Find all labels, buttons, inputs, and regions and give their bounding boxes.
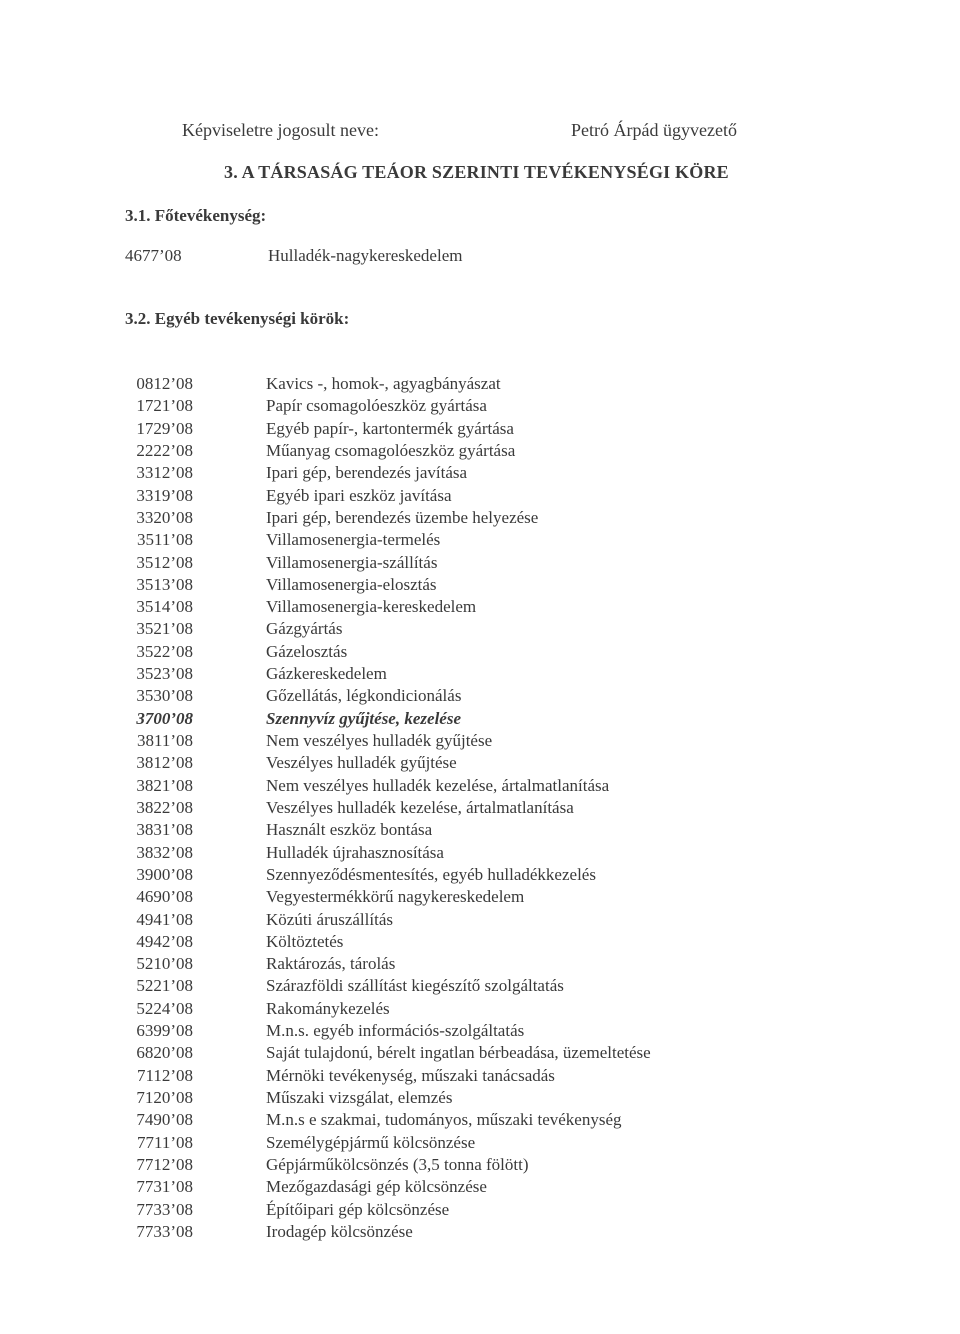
activity-code: 3523’08 bbox=[136, 664, 193, 684]
activity-row bbox=[0, 708, 960, 730]
activity-row bbox=[0, 775, 960, 797]
activity-code: 6820’08 bbox=[136, 1043, 193, 1063]
activity-row bbox=[0, 998, 960, 1020]
activity-description: Nem veszélyes hulladék gyűjtése bbox=[266, 731, 493, 750]
activity-description: Rakománykezelés bbox=[266, 998, 390, 1018]
activity-code: 2222’08 bbox=[136, 440, 193, 460]
activity-code: 3811’08 bbox=[136, 731, 193, 750]
activity-description: Papír csomagolóeszköz gyártása bbox=[266, 396, 487, 416]
activity-description: Villamosenergia-termelés bbox=[266, 530, 441, 550]
activity-row bbox=[0, 975, 960, 997]
activity-code: 1729’08 bbox=[136, 418, 193, 438]
representative-name: Petró Árpád ügyvezető bbox=[571, 120, 737, 140]
activity-code: 5210’08 bbox=[136, 954, 193, 974]
activity-code: 7712’08 bbox=[136, 1154, 193, 1174]
activity-description: Közúti áruszállítás bbox=[266, 909, 393, 929]
activity-code: 3513’08 bbox=[136, 574, 193, 594]
activity-code: 3511’08 bbox=[136, 530, 193, 550]
activity-description: Vegyestermékkörű nagykereskedelem bbox=[266, 887, 525, 907]
activity-code: 3312’08 bbox=[136, 463, 193, 483]
activity-code: 3832’08 bbox=[136, 842, 193, 862]
activity-row bbox=[0, 641, 960, 663]
activity-row bbox=[0, 1221, 960, 1243]
activity-code: 3831’08 bbox=[136, 820, 193, 840]
activity-row bbox=[0, 819, 960, 841]
activity-row bbox=[0, 842, 960, 864]
activity-code: 3700’08 bbox=[136, 708, 193, 728]
activity-description: Gázgyártás bbox=[266, 619, 343, 639]
activity-row bbox=[0, 552, 960, 574]
activity-description: Egyéb papír-, kartontermék gyártása bbox=[266, 418, 514, 438]
activity-row bbox=[0, 1042, 960, 1064]
activity-row bbox=[0, 1109, 960, 1131]
activity-row bbox=[0, 953, 960, 975]
activity-code: 4942’08 bbox=[136, 931, 193, 951]
activity-row bbox=[0, 1065, 960, 1087]
activity-code: 3822’08 bbox=[136, 797, 193, 817]
activity-code: 3900’08 bbox=[136, 864, 193, 884]
other-activities-heading: 3.2. Egyéb tevékenységi körök: bbox=[125, 309, 350, 328]
activity-row bbox=[0, 373, 960, 395]
activity-description: Műanyag csomagolóeszköz gyártása bbox=[266, 440, 516, 460]
activity-code: 3320’08 bbox=[136, 507, 193, 527]
activity-code: 7120’08 bbox=[136, 1088, 193, 1107]
section-title: 3. A TÁRSASÁG TEÁOR SZERINTI TEVÉKENYSÉGI KÖRE bbox=[224, 162, 729, 182]
activity-code: 5224’08 bbox=[136, 998, 193, 1018]
activity-row bbox=[0, 1199, 960, 1221]
activity-description: Veszélyes hulladék kezelése, ártalmatlanítása bbox=[266, 797, 574, 817]
representative-label: Képviseletre jogosult neve: bbox=[182, 120, 379, 140]
activity-description: Mezőgazdasági gép kölcsönzése bbox=[266, 1177, 487, 1197]
activity-code: 7733’08 bbox=[136, 1221, 193, 1241]
activity-code: 5221’08 bbox=[136, 976, 193, 996]
activity-row bbox=[0, 1154, 960, 1176]
activity-description: Raktározás, tárolás bbox=[266, 954, 396, 974]
activity-description: Saját tulajdonú, bérelt ingatlan bérbeadása, üzemeltetése bbox=[266, 1043, 651, 1063]
activity-code: 3821’08 bbox=[136, 775, 193, 795]
activity-row bbox=[0, 730, 960, 752]
activity-row bbox=[0, 663, 960, 685]
activity-row bbox=[0, 440, 960, 462]
activity-code: 3514’08 bbox=[136, 597, 193, 617]
activity-description: Egyéb ipari eszköz javítása bbox=[266, 485, 452, 505]
activity-code: 4941’08 bbox=[136, 909, 193, 929]
activity-description: Szennyvíz gyűjtése, kezelése bbox=[266, 708, 461, 728]
main-activity-code: 4677’08 bbox=[125, 246, 182, 265]
activity-code: 3512’08 bbox=[136, 552, 193, 572]
activity-description: Hulladék újrahasznosítása bbox=[266, 842, 444, 862]
activity-row bbox=[0, 909, 960, 931]
activity-code: 6399’08 bbox=[136, 1021, 193, 1041]
activity-description: Költöztetés bbox=[266, 931, 344, 951]
activity-row bbox=[0, 1132, 960, 1154]
activity-row bbox=[0, 864, 960, 886]
activity-row bbox=[0, 574, 960, 596]
activity-description: Használt eszköz bontása bbox=[266, 820, 433, 840]
activity-description: Ipari gép, berendezés javítása bbox=[266, 463, 468, 483]
activity-description: Gázelosztás bbox=[266, 641, 348, 661]
activity-code: 3530’08 bbox=[136, 686, 193, 706]
activity-description: Gépjárműkölcsönzés (3,5 tonna fölött) bbox=[266, 1154, 529, 1174]
activity-description: Szárazföldi szállítást kiegészítő szolgáltatás bbox=[266, 976, 564, 996]
activity-description: Irodagép kölcsönzése bbox=[266, 1221, 413, 1241]
activity-row bbox=[0, 685, 960, 707]
activity-description: Veszélyes hulladék gyűjtése bbox=[266, 753, 457, 773]
activity-row bbox=[0, 485, 960, 507]
activity-row bbox=[0, 596, 960, 618]
activity-row bbox=[0, 1176, 960, 1198]
activity-row bbox=[0, 418, 960, 440]
activity-code: 3812’08 bbox=[136, 753, 193, 773]
activity-row bbox=[0, 1087, 960, 1109]
activity-description: Műszaki vizsgálat, elemzés bbox=[266, 1088, 453, 1107]
activity-description: Gőzellátás, légkondicionálás bbox=[266, 686, 462, 706]
activity-row bbox=[0, 886, 960, 908]
activity-description: Kavics -, homok-, agyagbányászat bbox=[266, 374, 501, 393]
activity-row bbox=[0, 618, 960, 640]
activity-row bbox=[0, 507, 960, 529]
activity-description: Villamosenergia-szállítás bbox=[266, 552, 438, 572]
activity-code: 3319’08 bbox=[136, 485, 193, 505]
activity-description: Villamosenergia-kereskedelem bbox=[266, 597, 477, 617]
activity-row bbox=[0, 931, 960, 953]
activity-code: 4690’08 bbox=[136, 887, 193, 907]
activity-row bbox=[0, 529, 960, 551]
activity-description: M.n.s. egyéb információs-szolgáltatás bbox=[266, 1021, 525, 1041]
activity-row bbox=[0, 462, 960, 484]
activity-description: Személygépjármű kölcsönzése bbox=[266, 1132, 476, 1152]
activity-description: Nem veszélyes hulladék kezelése, ártalmatlanítása bbox=[266, 775, 610, 795]
main-activity-heading: 3.1. Főtevékenység: bbox=[125, 206, 267, 225]
activity-list bbox=[0, 373, 960, 1243]
activity-description: Mérnöki tevékenység, műszaki tanácsadás bbox=[266, 1065, 555, 1085]
activity-code: 7711’08 bbox=[136, 1132, 193, 1152]
activity-code: 0812’08 bbox=[136, 374, 193, 393]
activity-row bbox=[0, 752, 960, 774]
activity-description: Építőipari gép kölcsönzése bbox=[266, 1199, 450, 1219]
activity-code: 7731’08 bbox=[136, 1177, 193, 1197]
activity-row bbox=[0, 1020, 960, 1042]
activity-description: M.n.s e szakmai, tudományos, műszaki tevékenység bbox=[266, 1110, 622, 1130]
activity-description: Gázkereskedelem bbox=[266, 664, 387, 684]
activity-description: Ipari gép, berendezés üzembe helyezése bbox=[266, 507, 539, 527]
activity-code: 7733’08 bbox=[136, 1199, 193, 1219]
activity-row bbox=[0, 797, 960, 819]
main-activity-description: Hulladék-nagykereskedelem bbox=[268, 246, 463, 265]
activity-code: 3522’08 bbox=[136, 641, 193, 661]
activity-code: 7490’08 bbox=[136, 1110, 193, 1130]
activity-description: Szennyeződésmentesítés, egyéb hulladékkezelés bbox=[266, 864, 596, 884]
activity-code: 1721’08 bbox=[136, 396, 193, 416]
activity-code: 3521’08 bbox=[136, 619, 193, 639]
activity-description: Villamosenergia-elosztás bbox=[266, 574, 437, 594]
activity-row bbox=[0, 395, 960, 417]
activity-code: 7112’08 bbox=[136, 1065, 193, 1085]
